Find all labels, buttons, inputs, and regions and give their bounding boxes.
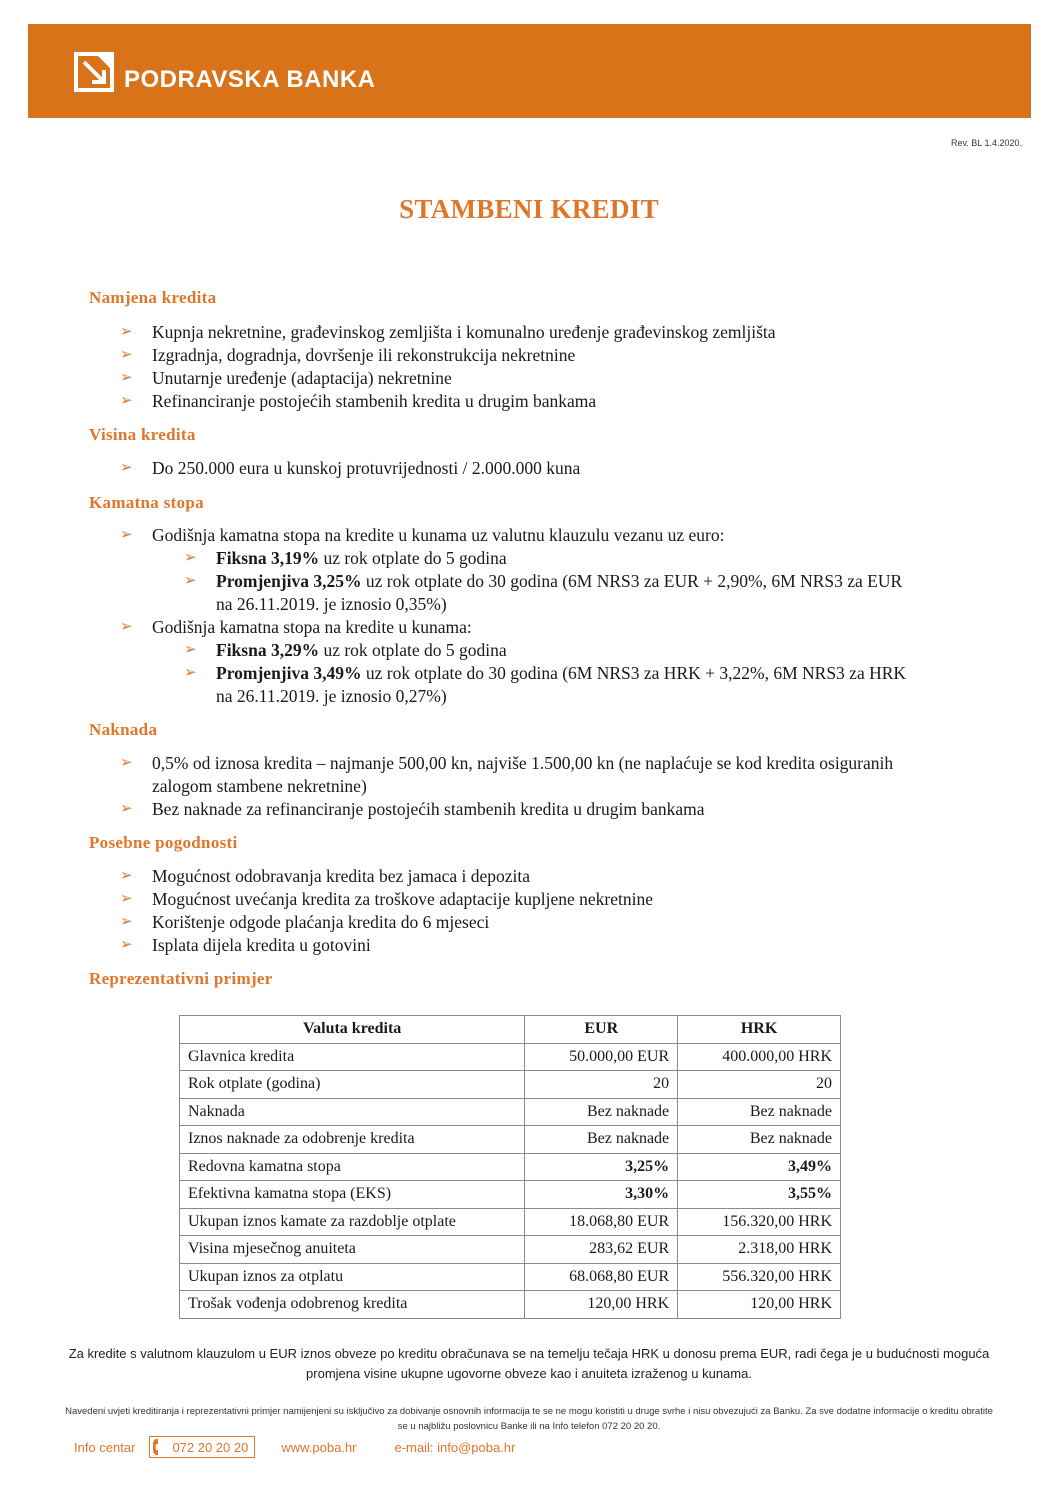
table-row: [180, 1153, 841, 1181]
arrow-bullet-icon: ➢: [184, 573, 197, 589]
list-item: ➢ Refinanciranje postojećih stambenih kredita u drugim bankama: [120, 391, 597, 411]
table-header-row: [180, 1016, 841, 1044]
hrk-cell: 3,49%: [678, 1153, 841, 1181]
table-row: [180, 1043, 841, 1071]
arrow-bullet-icon: ➢: [120, 755, 133, 771]
row-label: Ukupan iznos kamate za razdoblje otplate: [180, 1208, 525, 1236]
table-row: [180, 1098, 841, 1126]
table-row: [180, 1071, 841, 1099]
heading-naknada: Naknada: [89, 720, 158, 739]
eur-cell: 283,62 EUR: [525, 1236, 678, 1264]
arrow-bullet-icon: ➢: [120, 868, 133, 884]
footer: [74, 1436, 515, 1458]
list-item: ➢ Bez naknade za refinanciranje postojećih stambenih kredita u drugim bankama: [120, 799, 705, 819]
row-label: Trošak vođenja odobrenog kredita: [180, 1291, 525, 1319]
eur-cell: 20: [525, 1071, 678, 1099]
hrk-cell: 156.320,00 HRK: [678, 1208, 841, 1236]
phone-icon: [152, 1438, 166, 1456]
eur-cell: 18.068,80 EUR: [525, 1208, 678, 1236]
eur-cell: Bez naknade: [525, 1098, 678, 1126]
revision-label: Rev. BL 1.4.2020.: [950, 138, 1022, 148]
table-row: [180, 1263, 841, 1291]
arrow-bullet-icon: ➢: [120, 619, 133, 635]
hrk-cell: 3,55%: [678, 1181, 841, 1209]
list-item: ➢ Fiksna 3,19% uz rok otplate do 5 godina: [184, 548, 507, 568]
arrow-bullet-icon: ➢: [184, 665, 197, 681]
podravska-logo-icon: [74, 52, 114, 92]
currency-disclaimer: Za kredite s valutnom klauzulom u EUR iznos obveze po kreditu obračunava se na temelju tečaja HRK u donosu prema EUR, radi čega je u budućnosti moguća promjena visine ukupne ugovorne obveze kao i anuiteta izraženog u kunama.: [68, 1346, 990, 1381]
arrow-bullet-icon: ➢: [120, 370, 133, 386]
row-label: Ukupan iznos za otplatu: [180, 1263, 525, 1291]
table-row: [180, 1126, 841, 1154]
list-item: ➢ Kupnja nekretnine, građevinskog zemljišta i komunalno uređenje građevinskog zemljišta: [120, 322, 776, 342]
hrk-cell: 120,00 HRK: [678, 1291, 841, 1319]
list-item: ➢ Promjenjiva 3,49% uz rok otplate do 30 godina (6M NRS3 za HRK + 3,22%, 6M NRS3 za HRK na 26.11.2019. je iznosio 0,27%): [184, 663, 907, 706]
row-label: Rok otplate (godina): [180, 1071, 525, 1099]
list-item: ➢ Godišnja kamatna stopa na kredite u kunama uz valutnu klauzulu vezanu uz euro: ➢ Fiksna 3,19% uz rok otplate do 5 godina ➢ Promjenjiva 3,25% uz rok otplate do 30 godina (6M NRS3 za EUR + 2,90%, 6M NRS3 za EUR na 26.11.2019. je iznosio 0,35%): [120, 524, 920, 616]
header-band: [28, 24, 1031, 118]
arrow-bullet-icon: ➢: [120, 347, 133, 363]
column-header: Valuta kredita: [180, 1016, 525, 1044]
bank-name: PODRAVSKA BANKA: [124, 66, 376, 93]
eur-cell: 68.068,80 EUR: [525, 1263, 678, 1291]
list-namjena: [120, 321, 920, 413]
email-link[interactable]: e-mail: info@poba.hr: [394, 1439, 516, 1455]
arrow-bullet-icon: ➢: [120, 891, 133, 907]
row-label: Redovna kamatna stopa: [180, 1153, 525, 1181]
row-label: Iznos naknade za odobrenje kredita: [180, 1126, 525, 1154]
eur-cell: Bez naknade: [525, 1126, 678, 1154]
representative-example-table: [179, 1015, 841, 1319]
list-item: ➢ Do 250.000 eura u kunskoj protuvrijednosti / 2.000.000 kuna: [120, 458, 581, 478]
list-item: ➢ Unutarnje uređenje (adaptacija) nekretnine: [120, 368, 452, 388]
phone-number: 072 20 20 20: [172, 1439, 249, 1455]
eur-cell: 3,30%: [525, 1181, 678, 1209]
arrow-bullet-icon: ➢: [184, 550, 197, 566]
list-item: ➢ Fiksna 3,29% uz rok otplate do 5 godina: [184, 640, 507, 660]
eur-cell: 3,25%: [525, 1153, 678, 1181]
column-header: HRK: [678, 1016, 841, 1044]
list-item: ➢ Isplata dijela kredita u gotovini: [120, 935, 371, 955]
list-kamatna: [120, 524, 920, 708]
eur-cell: 50.000,00 EUR: [525, 1043, 678, 1071]
list-pogodnosti: [120, 865, 920, 957]
hrk-cell: Bez naknade: [678, 1126, 841, 1154]
fine-print: Navedeni uvjeti kreditiranja i reprezentativni primjer namijenjeni su isključivo za dobivanje osnovnih informacija te se ne mogu koristiti u druge svrhe i nisu obvezujući za Banku. Za sve dodatne informacije o kreditu obratite se u najbližu poslovnicu Banke ili na Info telefon 072 20 20 20.: [65, 1406, 993, 1432]
arrow-bullet-icon: ➢: [120, 324, 133, 340]
list-item: ➢ Godišnja kamatna stopa na kredite u kunama: ➢ Fiksna 3,29% uz rok otplate do 5 godina ➢ Promjenjiva 3,49% uz rok otplate do 30 godina (6M NRS3 za HRK + 3,22%, 6M NRS3 za HRK na 26.11.2019. je iznosio 0,27%): [120, 616, 920, 708]
row-label: Glavnica kredita: [180, 1043, 525, 1071]
arrow-bullet-icon: ➢: [120, 914, 133, 930]
hrk-cell: Bez naknade: [678, 1098, 841, 1126]
list-naknada: [120, 752, 920, 821]
hrk-cell: 2.318,00 HRK: [678, 1236, 841, 1264]
heading-visina: Visina kredita: [89, 425, 196, 444]
arrow-bullet-icon: ➢: [120, 393, 133, 409]
hrk-cell: 20: [678, 1071, 841, 1099]
list-item: ➢ Mogućnost odobravanja kredita bez jamaca i depozita: [120, 866, 531, 886]
arrow-bullet-icon: ➢: [120, 801, 133, 817]
table-row: [180, 1181, 841, 1209]
eur-cell: 120,00 HRK: [525, 1291, 678, 1319]
list-item: ➢ Mogućnost uvećanja kredita za troškove adaptacije kupljene nekretnine: [120, 889, 653, 909]
list-visina: [120, 457, 920, 480]
page-title: STAMBENI KREDIT: [399, 194, 659, 224]
heading-primjer: Reprezentativni primjer: [89, 969, 273, 988]
arrow-bullet-icon: ➢: [120, 937, 133, 953]
list-item: ➢ Promjenjiva 3,25% uz rok otplate do 30 godina (6M NRS3 za EUR + 2,90%, 6M NRS3 za EUR na 26.11.2019. je iznosio 0,35%): [184, 571, 903, 614]
arrow-bullet-icon: ➢: [120, 527, 133, 543]
row-label: Efektivna kamatna stopa (EKS): [180, 1181, 525, 1209]
hrk-cell: 556.320,00 HRK: [678, 1263, 841, 1291]
arrow-bullet-icon: ➢: [120, 460, 133, 476]
table-row: [180, 1236, 841, 1264]
row-label: Naknada: [180, 1098, 525, 1126]
website-link[interactable]: www.poba.hr: [281, 1439, 357, 1455]
table-row: [180, 1208, 841, 1236]
heading-kamatna: Kamatna stopa: [89, 493, 204, 512]
arrow-bullet-icon: ➢: [184, 642, 197, 658]
info-center-label: Info centar: [74, 1439, 136, 1455]
column-header: EUR: [525, 1016, 678, 1044]
list-item: ➢ Izgradnja, dogradnja, dovršenje ili rekonstrukcija nekretnine: [120, 345, 576, 365]
table-row: [180, 1291, 841, 1319]
list-item: ➢ Korištenje odgode plaćanja kredita do 6 mjeseci: [120, 912, 490, 932]
heading-pogodnosti: Posebne pogodnosti: [89, 833, 238, 852]
row-label: Visina mjesečnog anuiteta: [180, 1236, 525, 1264]
hrk-cell: 400.000,00 HRK: [678, 1043, 841, 1071]
heading-namjena: Namjena kredita: [89, 288, 217, 307]
phone-link[interactable]: [149, 1436, 255, 1458]
list-item: ➢ 0,5% od iznosa kredita – najmanje 500,00 kn, najviše 1.500,00 kn (ne naplaćuje se kod kredita osiguranih zalogom stambene nekretnine): [120, 753, 894, 796]
